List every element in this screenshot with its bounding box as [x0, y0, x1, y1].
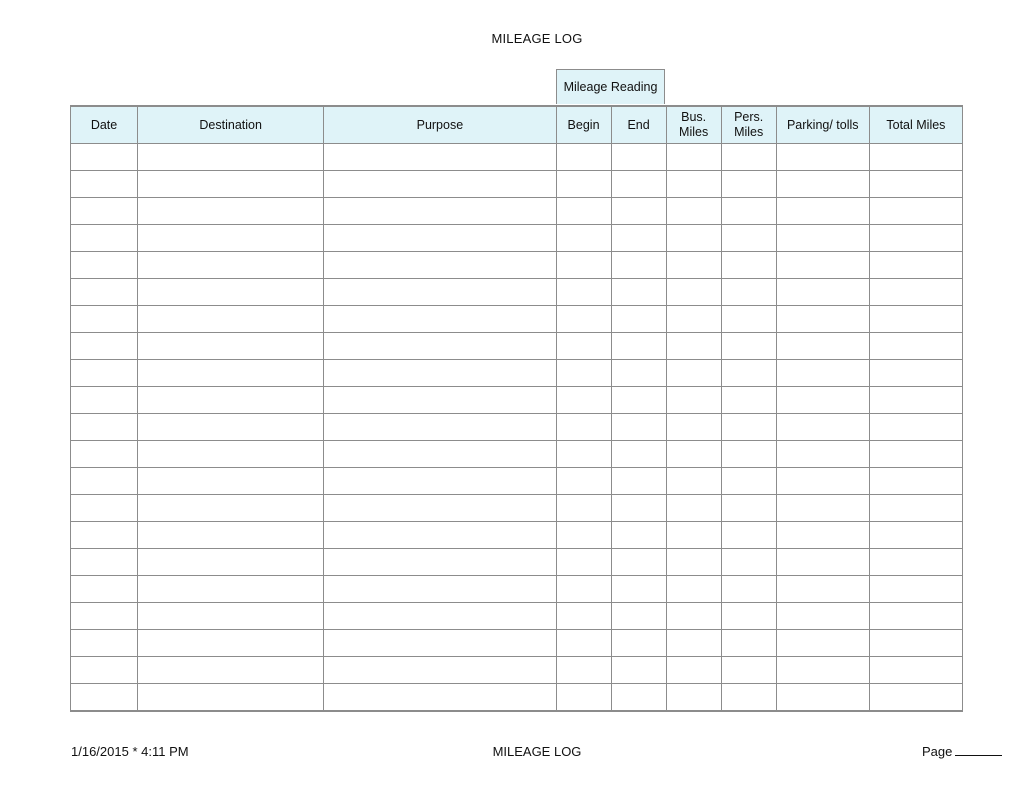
cell-end[interactable]: [611, 333, 666, 360]
footer-timestamp: 1/16/2015 * 4:11 PM: [71, 744, 189, 759]
cell-parking-tolls[interactable]: [776, 252, 869, 279]
cell-purpose[interactable]: [324, 306, 556, 333]
cell-end[interactable]: [611, 387, 666, 414]
cell-pers-miles[interactable]: [721, 360, 776, 387]
cell-begin[interactable]: [556, 684, 611, 712]
cell-pers-miles[interactable]: [721, 576, 776, 603]
table-row: [71, 387, 963, 414]
cell-parking-tolls[interactable]: [776, 495, 869, 522]
cell-end[interactable]: [611, 522, 666, 549]
cell-begin[interactable]: [556, 225, 611, 252]
cell-destination[interactable]: [138, 360, 324, 387]
cell-parking-tolls[interactable]: [776, 414, 869, 441]
cell-bus-miles[interactable]: [666, 657, 721, 684]
cell-total-miles[interactable]: [869, 549, 962, 576]
cell-end[interactable]: [611, 360, 666, 387]
cell-total-miles[interactable]: [869, 225, 962, 252]
cell-pers-miles[interactable]: [721, 657, 776, 684]
cell-end[interactable]: [611, 468, 666, 495]
cell-total-miles[interactable]: [869, 333, 962, 360]
cell-pers-miles[interactable]: [721, 603, 776, 630]
cell-total-miles[interactable]: [869, 495, 962, 522]
cell-destination[interactable]: [138, 495, 324, 522]
cell-date[interactable]: [71, 657, 138, 684]
cell-parking-tolls[interactable]: [776, 603, 869, 630]
column-header-parking-tolls: Parking/ tolls: [776, 106, 869, 144]
cell-destination[interactable]: [138, 441, 324, 468]
cell-date[interactable]: [71, 144, 138, 171]
cell-pers-miles[interactable]: [721, 441, 776, 468]
cell-total-miles[interactable]: [869, 630, 962, 657]
table-row: [71, 333, 963, 360]
cell-end[interactable]: [611, 414, 666, 441]
cell-purpose[interactable]: [324, 468, 556, 495]
cell-end[interactable]: [611, 657, 666, 684]
cell-bus-miles[interactable]: [666, 468, 721, 495]
mileage-log-table: [70, 105, 963, 712]
cell-begin[interactable]: [556, 360, 611, 387]
cell-pers-miles[interactable]: [721, 684, 776, 712]
cell-end[interactable]: [611, 576, 666, 603]
cell-bus-miles[interactable]: [666, 198, 721, 225]
table-row: [71, 279, 963, 306]
cell-date[interactable]: [71, 603, 138, 630]
cell-date[interactable]: [71, 630, 138, 657]
cell-total-miles[interactable]: [869, 279, 962, 306]
cell-end[interactable]: [611, 549, 666, 576]
cell-begin[interactable]: [556, 333, 611, 360]
cell-bus-miles[interactable]: [666, 387, 721, 414]
cell-pers-miles[interactable]: [721, 414, 776, 441]
footer-page: [922, 744, 1002, 759]
cell-destination[interactable]: [138, 198, 324, 225]
cell-parking-tolls[interactable]: [776, 279, 869, 306]
cell-date[interactable]: [71, 225, 138, 252]
cell-parking-tolls[interactable]: [776, 144, 869, 171]
cell-date[interactable]: [71, 576, 138, 603]
cell-bus-miles[interactable]: [666, 279, 721, 306]
cell-pers-miles[interactable]: [721, 522, 776, 549]
cell-destination[interactable]: [138, 144, 324, 171]
column-header-purpose: Purpose: [324, 106, 556, 144]
cell-bus-miles[interactable]: [666, 576, 721, 603]
cell-total-miles[interactable]: [869, 198, 962, 225]
cell-pers-miles[interactable]: [721, 495, 776, 522]
cell-destination[interactable]: [138, 468, 324, 495]
cell-parking-tolls[interactable]: [776, 360, 869, 387]
cell-parking-tolls[interactable]: [776, 684, 869, 712]
cell-destination[interactable]: [138, 171, 324, 198]
cell-date[interactable]: [71, 306, 138, 333]
cell-purpose[interactable]: [324, 630, 556, 657]
cell-date[interactable]: [71, 198, 138, 225]
cell-pers-miles[interactable]: [721, 144, 776, 171]
cell-total-miles[interactable]: [869, 603, 962, 630]
cell-bus-miles[interactable]: [666, 360, 721, 387]
table-row: [71, 576, 963, 603]
cell-destination[interactable]: [138, 252, 324, 279]
cell-destination[interactable]: [138, 279, 324, 306]
cell-bus-miles[interactable]: [666, 522, 721, 549]
cell-date[interactable]: [71, 387, 138, 414]
cell-bus-miles[interactable]: [666, 414, 721, 441]
cell-parking-tolls[interactable]: [776, 657, 869, 684]
cell-purpose[interactable]: [324, 603, 556, 630]
column-header-bus-miles: Bus. Miles: [666, 106, 721, 144]
cell-date[interactable]: [71, 522, 138, 549]
cell-date[interactable]: [71, 684, 138, 712]
cell-total-miles[interactable]: [869, 144, 962, 171]
table-row: [71, 630, 963, 657]
cell-purpose[interactable]: [324, 684, 556, 712]
cell-bus-miles[interactable]: [666, 306, 721, 333]
cell-end[interactable]: [611, 603, 666, 630]
cell-purpose[interactable]: [324, 225, 556, 252]
cell-bus-miles[interactable]: [666, 603, 721, 630]
cell-purpose[interactable]: [324, 333, 556, 360]
mileage-reading-label: Mileage Reading: [563, 80, 658, 94]
cell-parking-tolls[interactable]: [776, 306, 869, 333]
cell-purpose[interactable]: [324, 252, 556, 279]
cell-purpose[interactable]: [324, 522, 556, 549]
cell-total-miles[interactable]: [869, 171, 962, 198]
cell-pers-miles[interactable]: [721, 279, 776, 306]
cell-purpose[interactable]: [324, 495, 556, 522]
cell-date[interactable]: [71, 441, 138, 468]
cell-parking-tolls[interactable]: [776, 225, 869, 252]
column-header-end: End: [611, 106, 666, 144]
cell-end[interactable]: [611, 441, 666, 468]
cell-pers-miles[interactable]: [721, 468, 776, 495]
cell-date[interactable]: [71, 252, 138, 279]
cell-end[interactable]: [611, 252, 666, 279]
cell-end[interactable]: [611, 279, 666, 306]
cell-total-miles[interactable]: [869, 522, 962, 549]
cell-bus-miles[interactable]: [666, 549, 721, 576]
cell-purpose[interactable]: [324, 549, 556, 576]
cell-begin[interactable]: [556, 414, 611, 441]
cell-destination[interactable]: [138, 603, 324, 630]
cell-begin[interactable]: [556, 306, 611, 333]
cell-bus-miles[interactable]: [666, 333, 721, 360]
cell-purpose[interactable]: [324, 279, 556, 306]
cell-pers-miles[interactable]: [721, 252, 776, 279]
cell-begin[interactable]: [556, 630, 611, 657]
cell-begin[interactable]: [556, 549, 611, 576]
table-row: [71, 603, 963, 630]
cell-pers-miles[interactable]: [721, 630, 776, 657]
page-number-blank: [955, 754, 1002, 756]
cell-end[interactable]: [611, 171, 666, 198]
cell-destination[interactable]: [138, 414, 324, 441]
cell-pers-miles[interactable]: [721, 198, 776, 225]
footer-title: MILEAGE LOG: [492, 744, 582, 759]
cell-date[interactable]: [71, 360, 138, 387]
cell-pers-miles[interactable]: [721, 333, 776, 360]
cell-bus-miles[interactable]: [666, 441, 721, 468]
cell-date[interactable]: [71, 171, 138, 198]
cell-total-miles[interactable]: [869, 252, 962, 279]
mileage-reading-group-header: [556, 69, 665, 104]
cell-begin[interactable]: [556, 252, 611, 279]
cell-purpose[interactable]: [324, 657, 556, 684]
table-row: [71, 549, 963, 576]
cell-pers-miles[interactable]: [721, 225, 776, 252]
cell-date[interactable]: [71, 549, 138, 576]
table-row: [71, 657, 963, 684]
cell-date[interactable]: [71, 495, 138, 522]
column-header-pers-miles: Pers. Miles: [721, 106, 776, 144]
cell-end[interactable]: [611, 225, 666, 252]
cell-destination[interactable]: [138, 549, 324, 576]
cell-begin[interactable]: [556, 198, 611, 225]
cell-parking-tolls[interactable]: [776, 549, 869, 576]
cell-end[interactable]: [611, 198, 666, 225]
cell-purpose[interactable]: [324, 198, 556, 225]
table-row: [71, 225, 963, 252]
cell-begin[interactable]: [556, 144, 611, 171]
cell-pers-miles[interactable]: [721, 171, 776, 198]
cell-total-miles[interactable]: [869, 360, 962, 387]
cell-purpose[interactable]: [324, 387, 556, 414]
cell-destination[interactable]: [138, 522, 324, 549]
cell-bus-miles[interactable]: [666, 630, 721, 657]
cell-begin[interactable]: [556, 387, 611, 414]
cell-purpose[interactable]: [324, 171, 556, 198]
cell-begin[interactable]: [556, 279, 611, 306]
page-label: Page: [922, 744, 953, 759]
cell-parking-tolls[interactable]: [776, 630, 869, 657]
column-header-begin: Begin: [556, 106, 611, 144]
table-row: [71, 414, 963, 441]
cell-purpose[interactable]: [324, 360, 556, 387]
cell-parking-tolls[interactable]: [776, 171, 869, 198]
cell-begin[interactable]: [556, 522, 611, 549]
cell-bus-miles[interactable]: [666, 495, 721, 522]
cell-total-miles[interactable]: [869, 414, 962, 441]
cell-bus-miles[interactable]: [666, 225, 721, 252]
cell-total-miles[interactable]: [869, 576, 962, 603]
cell-begin[interactable]: [556, 441, 611, 468]
page-title: MILEAGE LOG: [491, 31, 583, 46]
cell-bus-miles[interactable]: [666, 171, 721, 198]
table-row: [71, 171, 963, 198]
cell-end[interactable]: [611, 306, 666, 333]
table-row: [71, 522, 963, 549]
cell-date[interactable]: [71, 333, 138, 360]
cell-begin[interactable]: [556, 468, 611, 495]
cell-total-miles[interactable]: [869, 306, 962, 333]
table-row: [71, 441, 963, 468]
cell-destination[interactable]: [138, 306, 324, 333]
cell-destination[interactable]: [138, 387, 324, 414]
table-body: [71, 144, 963, 712]
cell-purpose[interactable]: [324, 441, 556, 468]
cell-parking-tolls[interactable]: [776, 576, 869, 603]
cell-begin[interactable]: [556, 495, 611, 522]
table-row: [71, 306, 963, 333]
cell-pers-miles[interactable]: [721, 306, 776, 333]
cell-destination[interactable]: [138, 684, 324, 712]
cell-parking-tolls[interactable]: [776, 441, 869, 468]
cell-begin[interactable]: [556, 603, 611, 630]
table-row: [71, 360, 963, 387]
cell-destination[interactable]: [138, 576, 324, 603]
cell-destination[interactable]: [138, 630, 324, 657]
cell-date[interactable]: [71, 279, 138, 306]
cell-end[interactable]: [611, 144, 666, 171]
cell-pers-miles[interactable]: [721, 549, 776, 576]
cell-bus-miles[interactable]: [666, 684, 721, 712]
cell-parking-tolls[interactable]: [776, 333, 869, 360]
cell-end[interactable]: [611, 684, 666, 712]
cell-purpose[interactable]: [324, 144, 556, 171]
cell-begin[interactable]: [556, 657, 611, 684]
cell-pers-miles[interactable]: [721, 387, 776, 414]
table-row: [71, 198, 963, 225]
cell-parking-tolls[interactable]: [776, 198, 869, 225]
table-row: [71, 684, 963, 712]
cell-purpose[interactable]: [324, 414, 556, 441]
cell-total-miles[interactable]: [869, 657, 962, 684]
cell-bus-miles[interactable]: [666, 252, 721, 279]
cell-parking-tolls[interactable]: [776, 522, 869, 549]
cell-total-miles[interactable]: [869, 684, 962, 712]
cell-destination[interactable]: [138, 333, 324, 360]
table-row: [71, 495, 963, 522]
cell-total-miles[interactable]: [869, 387, 962, 414]
table-header-row: [71, 106, 963, 144]
table-row: [71, 468, 963, 495]
cell-begin[interactable]: [556, 171, 611, 198]
cell-date[interactable]: [71, 468, 138, 495]
cell-destination[interactable]: [138, 657, 324, 684]
cell-begin[interactable]: [556, 576, 611, 603]
cell-parking-tolls[interactable]: [776, 387, 869, 414]
column-header-date: Date: [71, 106, 138, 144]
cell-total-miles[interactable]: [869, 441, 962, 468]
cell-date[interactable]: [71, 414, 138, 441]
cell-end[interactable]: [611, 495, 666, 522]
cell-parking-tolls[interactable]: [776, 468, 869, 495]
cell-bus-miles[interactable]: [666, 144, 721, 171]
table-row: [71, 144, 963, 171]
column-header-total-miles: Total Miles: [869, 106, 962, 144]
cell-total-miles[interactable]: [869, 468, 962, 495]
column-header-destination: Destination: [138, 106, 324, 144]
cell-purpose[interactable]: [324, 576, 556, 603]
cell-end[interactable]: [611, 630, 666, 657]
table-row: [71, 252, 963, 279]
cell-destination[interactable]: [138, 225, 324, 252]
